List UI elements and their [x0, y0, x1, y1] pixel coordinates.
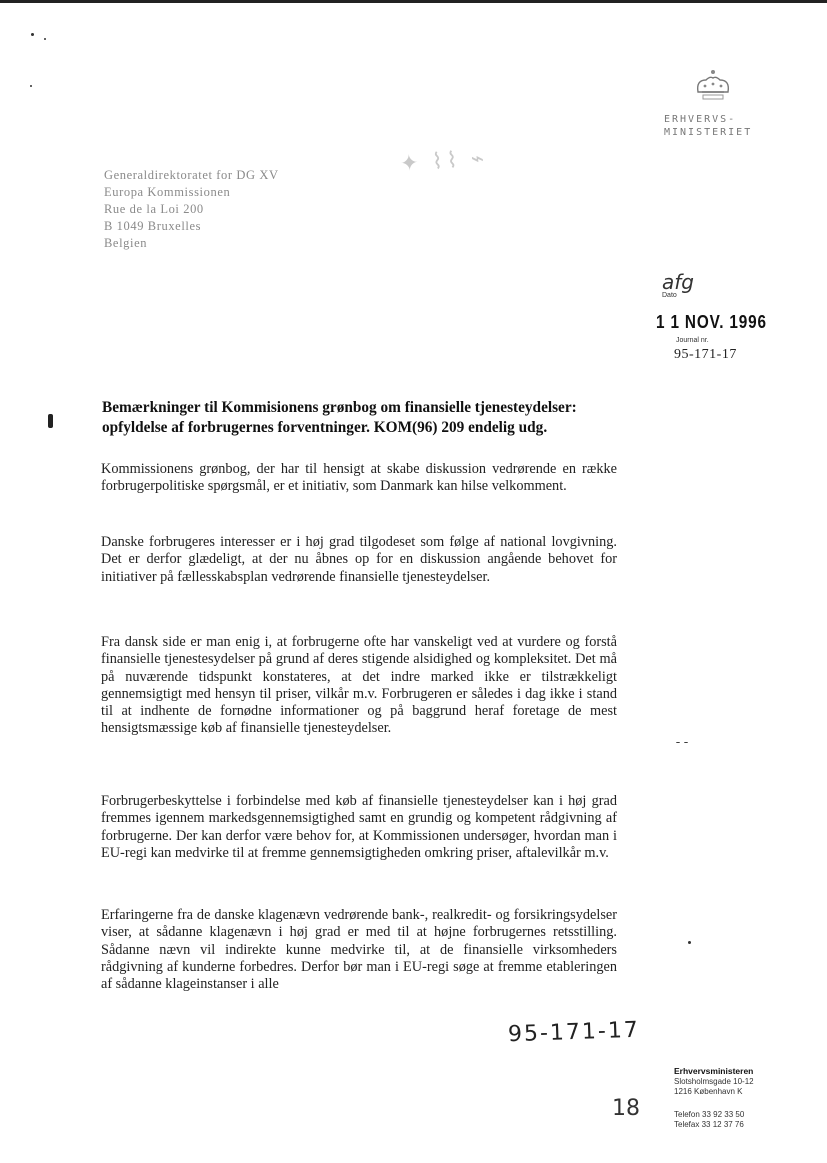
journal-label: Journal nr.: [676, 337, 709, 344]
footer-telefax: Telefax 33 12 37 76: [674, 1120, 744, 1129]
paragraph: Kommissionens grønbog, der har til hensigt at skabe diskussion vedrørende en række forbrugerpolitiske spørgsmål, er et initiativ, som Danmark kan hilse velkomment.: [101, 461, 617, 495]
date-stamp: 1 1 NOV. 1996: [656, 312, 767, 332]
letter-heading: Bemærkninger til Kommisionens grønbog om finansielle tjenesteydelser: opfyldelse af forbrugernes forventninger. KOM(96) 209 endelig udg.: [102, 399, 577, 436]
paragraph: Danske forbrugeres interesser er i høj grad tilgodeset som følge af national lovgivning. Det er derfor glædeligt, at der nu åbnes op for en diskussion angående behovet for initiativer på fællesskabsplan vedrørende finansielle tjenesteydelser.: [101, 534, 617, 585]
footer-address: 1216 København K: [674, 1087, 743, 1096]
scan-speck: [30, 85, 32, 87]
footer-address: Slotsholmsgade 10-12: [674, 1076, 754, 1086]
scan-speck: [688, 941, 691, 944]
page-top-edge: [0, 0, 827, 3]
scan-speck: [31, 33, 34, 36]
footer-name: Erhvervsministeren: [674, 1066, 754, 1076]
dato-label: Dato: [662, 292, 677, 299]
ministry-line: ERHVERVS-: [664, 114, 737, 125]
address-line: Rue de la Loi 200: [104, 202, 204, 216]
scan-speck: [684, 742, 688, 743]
footer-telefon: Telefon 33 92 33 50: [674, 1109, 745, 1119]
handwritten-page-number: 18: [612, 1096, 640, 1121]
dato-block: [662, 272, 694, 299]
sender-footer: [674, 1066, 754, 1131]
ministry-line: MINISTERIET: [664, 127, 753, 138]
ministry-letterhead: [664, 113, 752, 139]
handwritten-reference: 95-171-17: [507, 1017, 641, 1048]
crown-emblem-icon: [690, 68, 736, 108]
paragraph: Erfaringerne fra de danske klagenævn vedrørende bank-, realkredit- og forsikringsydelser viser, at sådanne klagenævn i høj grad er med til at højne forbrugernes retsstilling. Sådanne nævn vil indirekte kunne medvirke til, at de finansielle virksomheders rådgivning af kunderne forbedres. Derfor bør man i EU-regi søge at fremme etableringen af sådanne klageinstanser i alle: [101, 907, 617, 993]
scan-speck: [44, 38, 46, 40]
journal-number: 95-171-17: [674, 347, 737, 362]
scan-speck: [676, 742, 680, 743]
recipient-address: [104, 167, 279, 252]
paragraph: Fra dansk side er man enig i, at forbrugerne ofte har vanskeligt ved at vurdere og forstå finansielle tjenestesydelser på grund af deres stigende alsidighed og kompleksitet. Det må på nuværende tidspunkt konstateres, at det indre marked ikke er tilstrækkeligt gennemsigtigt med hensyn til priser, vilkår m.v. Forbrugeren er således i dag ikke i stand til at indhente de fornødne informationer og på baggrund heraf foretage de mest hensigtsmæssige køb af finansielle tjenesteydelser.: [101, 634, 617, 737]
paragraph: Forbrugerbeskyttelse i forbindelse med køb af finansielle tjenesteydelser kan i høj grad fremmes igennem markedsgennemsigtighed samt en grundig og kompetent rådgivning af forbrugerne. Der kan derfor være behov for, at Kommissionen undersøger, hvordan man i EU-regi kan medvirke til at fremme gennemsigtigheden omkring priser, aftalevilkår m.v.: [101, 793, 617, 861]
address-line: Europa Kommissionen: [104, 185, 231, 199]
handwritten-initials: afg: [662, 270, 694, 294]
address-line: Belgien: [104, 236, 148, 250]
margin-mark: [48, 414, 53, 428]
faint-stamp-mark: ✦ ⌇⌇ ⌁: [399, 144, 489, 177]
address-line: Generaldirektoratet for DG XV: [104, 168, 279, 182]
address-line: B 1049 Bruxelles: [104, 219, 202, 233]
